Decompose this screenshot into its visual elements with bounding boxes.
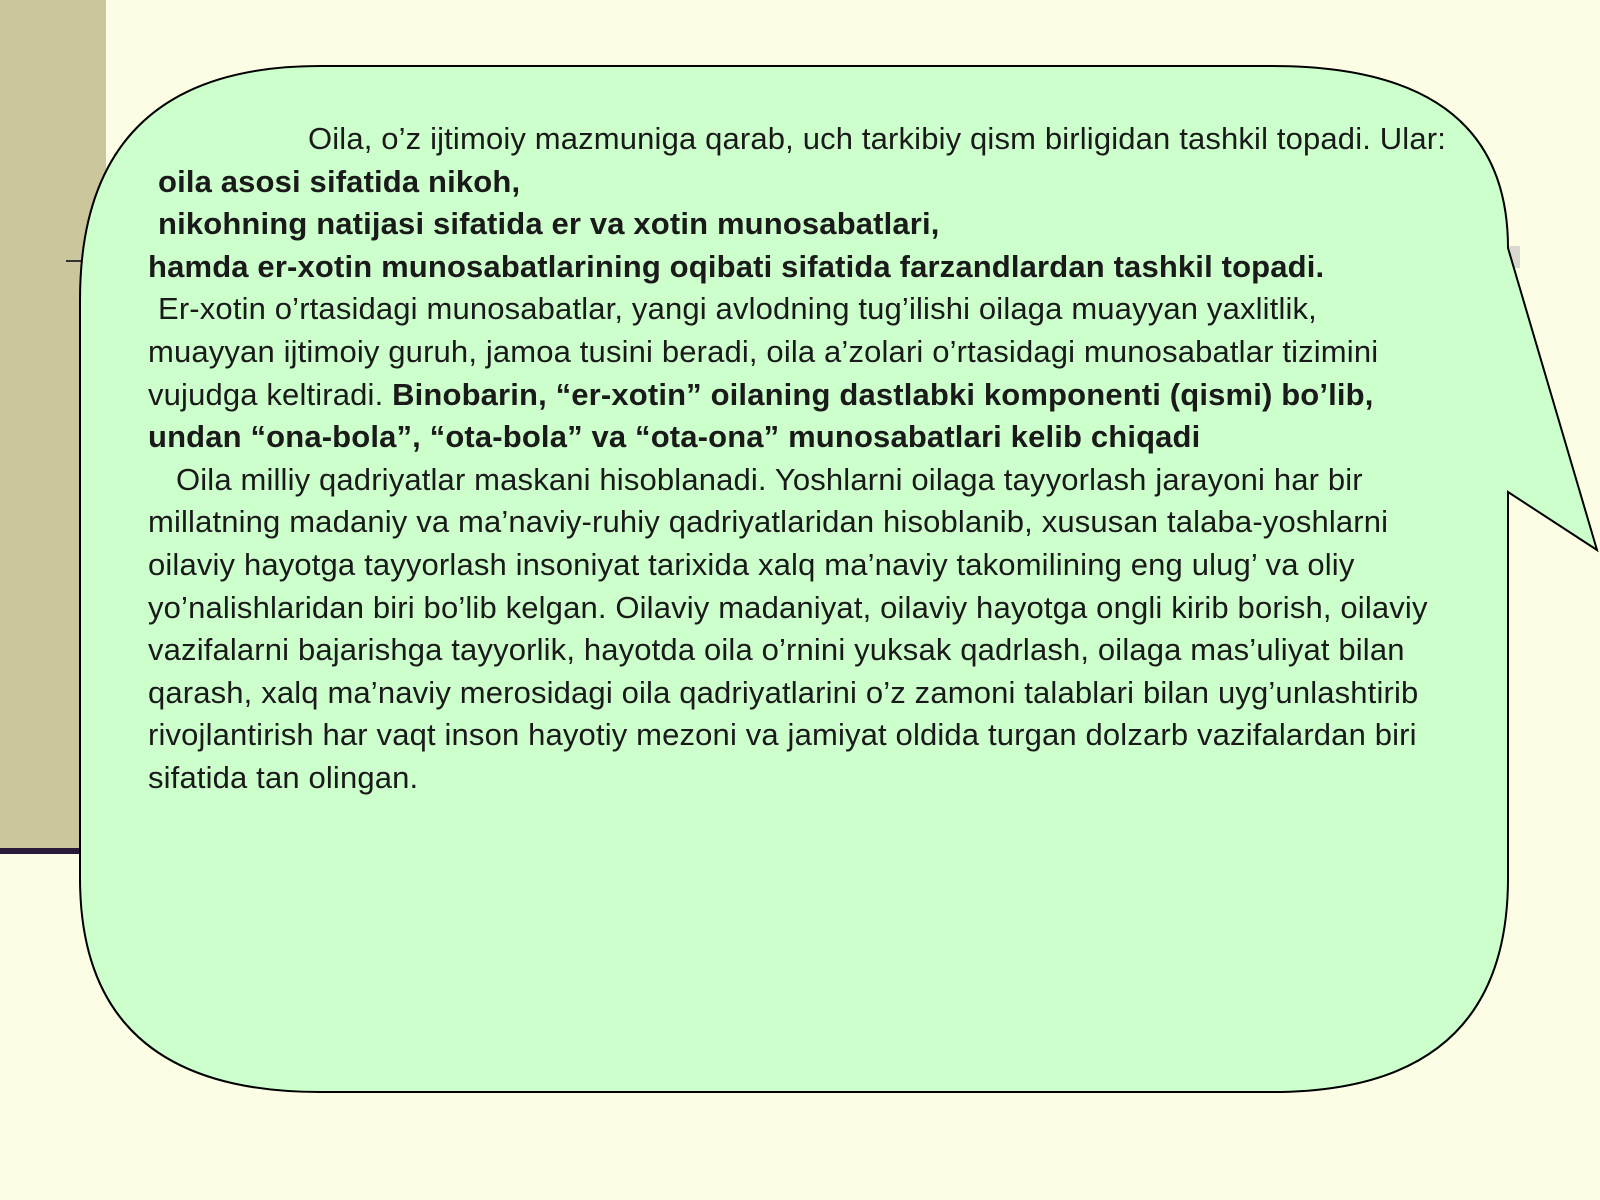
relations-bold-text: Binobarin, “er-xotin” oilaning dastlabki komponenti (qismi) bo’lib, undan “ona-bola”, “ota-bola” va “ota-ona” munosabatlari kelib chiqadi <box>148 376 1374 455</box>
relations-paragraph <box>148 288 1448 458</box>
intro-paragraph: Oila, o’z ijtimoiy mazmuniga qarab, uch tarkibiy qism birligidan tashkil topadi. Ular: <box>308 121 1446 156</box>
bubble-text <box>148 118 1448 800</box>
bold-item-marriage: oila asosi sifatida nikoh, <box>158 163 521 199</box>
bold-item-spouses: nikohning natijasi sifatida er va xotin munosabatlari, <box>158 206 940 242</box>
bold-item-children: hamda er-xotin munosabatlarining oqibati sifatida farzandlardan tashkil topadi. <box>148 248 1325 284</box>
values-paragraph: Oila milliy qadriyatlar maskani hisoblanadi. Yoshlarni oilaga tayyorlash jarayoni har bir millatning madaniy va ma’naviy-ruhiy qadriyatlaridan hisoblanib, xususan talaba-yoshlarni oilaviy hayotga tayyorlash insoniyat tarixida xalq ma’naviy takomilining eng ulug’ va oliy yo’nalishlaridan biri bo’lib kelgan. Oilaviy madaniyat, oilaviy hayotga ongli kirib borish, oilaviy vazifalarni bajarishga tayyorlik, hayotda oila o’rnini yuksak qadrlash, oilaga mas’uliyat bilan qarash, xalq ma’naviy merosidagi oila qadriyatlarini o’z zamoni talablari bilan uyg’unlashtirib rivojlantirish har vaqt inson hayotiy mezoni va jamiyat oldida turgan dolzarb vazifalardan biri sifatida tan olingan. <box>148 461 1428 795</box>
relations-text: Er-xotin o’rtasidagi munosabatlar, yangi avlodning tug’ilishi oilaga muayyan yaxlitlik, muayyan ijtimoiy guruh, jamoa tusini beradi, oila a’zolari o’rtasidagi munosabatlar tizimini vujudga keltiradi. <box>148 291 1379 412</box>
